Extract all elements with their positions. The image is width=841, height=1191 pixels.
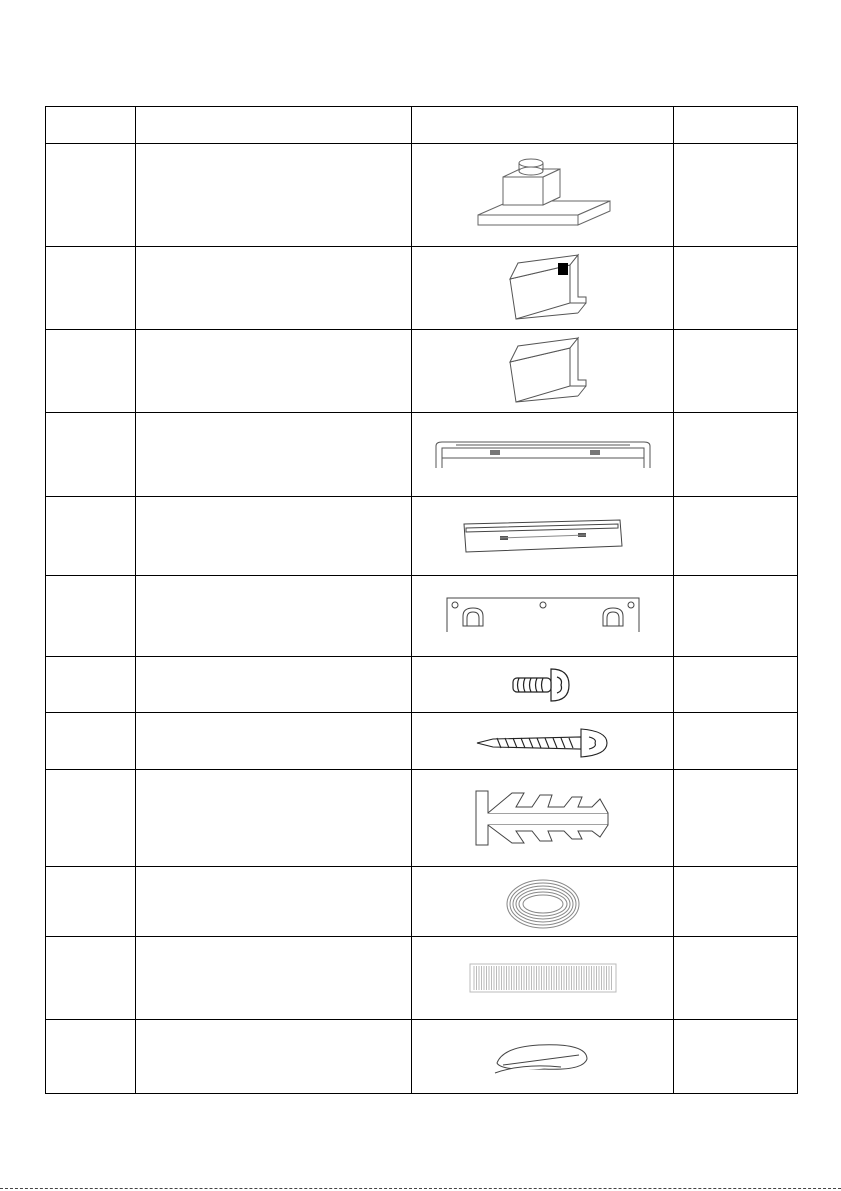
- row-picture: [412, 770, 674, 867]
- row-no: [46, 1020, 136, 1094]
- table-row: [46, 144, 798, 247]
- hood-body-icon: [468, 153, 618, 238]
- upper-chimney-icon: [488, 251, 598, 326]
- row-no: [46, 330, 136, 413]
- row-picture: [412, 713, 674, 770]
- long-screw-icon: [473, 721, 613, 761]
- row-no: [46, 770, 136, 867]
- header-quantity: [674, 107, 798, 144]
- row-description: [136, 937, 412, 1020]
- row-picture: [412, 576, 674, 657]
- row-no: [46, 247, 136, 330]
- short-screw-icon: [505, 665, 580, 705]
- row-quantity: [674, 1020, 798, 1094]
- row-quantity: [674, 330, 798, 413]
- row-description: [136, 497, 412, 576]
- header-no: [46, 107, 136, 144]
- row-picture: [412, 937, 674, 1020]
- row-quantity: [674, 867, 798, 937]
- row-picture: [412, 247, 674, 330]
- row-quantity: [674, 713, 798, 770]
- table-row: [46, 497, 798, 576]
- table-row: [46, 937, 798, 1020]
- parts-list-table: [45, 106, 798, 1094]
- table-row: [46, 770, 798, 867]
- row-description: [136, 1020, 412, 1094]
- row-quantity: [674, 144, 798, 247]
- lower-chimney-icon: [488, 334, 598, 409]
- row-description: [136, 330, 412, 413]
- row-description: [136, 144, 412, 247]
- table-row: [46, 413, 798, 497]
- row-quantity: [674, 247, 798, 330]
- row-no: [46, 413, 136, 497]
- wall-plug-icon: [468, 783, 618, 853]
- row-no: [46, 576, 136, 657]
- row-description: [136, 713, 412, 770]
- row-description: [136, 247, 412, 330]
- exhaust-hose-icon: [468, 962, 618, 994]
- row-quantity: [674, 413, 798, 497]
- row-no: [46, 657, 136, 713]
- row-picture: [412, 144, 674, 247]
- table-row: [46, 576, 798, 657]
- row-no: [46, 867, 136, 937]
- row-picture: [412, 497, 674, 576]
- row-quantity: [674, 657, 798, 713]
- row-description: [136, 770, 412, 867]
- row-no: [46, 713, 136, 770]
- table-row: [46, 657, 798, 713]
- row-no: [46, 497, 136, 576]
- header-picture: [412, 107, 674, 144]
- table-row: [46, 330, 798, 413]
- row-description: [136, 657, 412, 713]
- table-header-row: [46, 107, 798, 144]
- table-row: [46, 247, 798, 330]
- page-bottom-rule: [0, 1188, 841, 1189]
- table-row: [46, 713, 798, 770]
- row-picture: [412, 1020, 674, 1094]
- mounting-bracket-icon: [432, 440, 654, 470]
- row-description: [136, 413, 412, 497]
- row-quantity: [674, 770, 798, 867]
- table-row: [46, 1020, 798, 1094]
- row-picture: [412, 657, 674, 713]
- row-description: [136, 576, 412, 657]
- row-picture: [412, 867, 674, 937]
- chimney-bracket-icon: [460, 516, 625, 556]
- row-quantity: [674, 497, 798, 576]
- sealing-ring-icon: [498, 870, 588, 934]
- row-quantity: [674, 937, 798, 1020]
- row-picture: [412, 330, 674, 413]
- row-description: [136, 867, 412, 937]
- row-no: [46, 144, 136, 247]
- cable-clip-icon: [483, 1033, 603, 1081]
- header-description: [136, 107, 412, 144]
- row-no: [46, 937, 136, 1020]
- row-quantity: [674, 576, 798, 657]
- table-row: [46, 867, 798, 937]
- row-picture: [412, 413, 674, 497]
- wall-plate-icon: [443, 596, 643, 636]
